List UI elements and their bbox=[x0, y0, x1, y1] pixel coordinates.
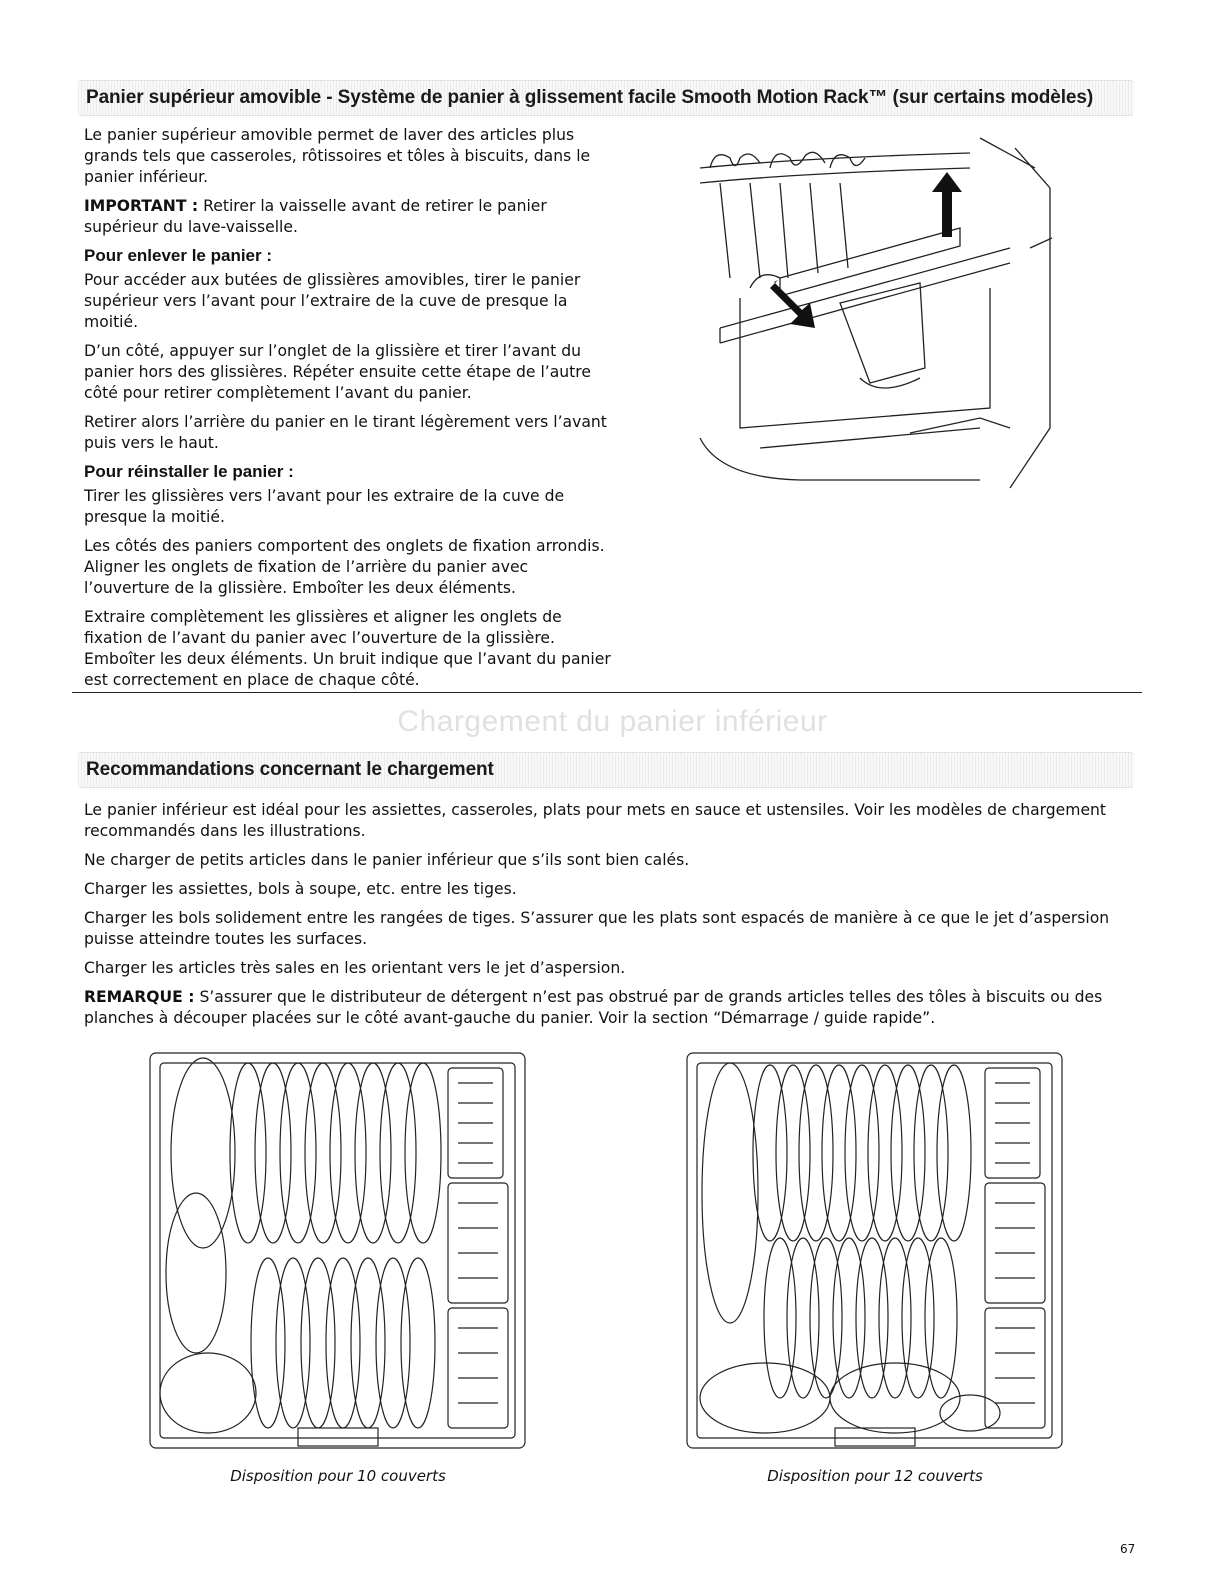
remove-step-1: Pour accéder aux butées de glissières amovibles, tirer le panier supérieur vers l’avant pour l’extraire de la cuve de presque la moitié. bbox=[84, 271, 581, 331]
rack-12-place-illustration bbox=[685, 1043, 1065, 1453]
loading-p3: Charger les assiettes, bols à soupe, etc. entre les tiges. bbox=[84, 880, 517, 898]
page-number: 67 bbox=[1120, 1542, 1136, 1556]
reinstall-step-1: Tirer les glissières vers l’avant pour les extraire de la cuve de presque la moitié. bbox=[84, 487, 565, 526]
loading-p5: Charger les articles très sales en les orientant vers le jet d’aspersion. bbox=[84, 959, 626, 977]
loading-p4: Charger les bols solidement entre les rangées de tiges. S’assurer que les plats sont espacés de manière à ce que le jet d’aspersion puisse atteindre toutes les surfaces. bbox=[84, 909, 1110, 948]
remove-heading: Pour enlever le panier : bbox=[84, 246, 273, 265]
remove-step-3: Retirer alors l’arrière du panier en le tirant légèrement vers l’avant puis vers le haut. bbox=[84, 413, 607, 452]
section-divider bbox=[72, 692, 1142, 693]
loading-p2: Ne charger de petits articles dans le panier inférieur que s’ils sont bien calés. bbox=[84, 851, 690, 869]
loading-note bbox=[84, 987, 1144, 1029]
removable-rack-instructions bbox=[84, 125, 614, 699]
caption-10-place: Disposition pour 10 couverts bbox=[230, 1467, 446, 1485]
note-text: S’assurer que le distributeur de détergent n’est pas obstrué par de grands articles telles des tôles à biscuits ou des planches à découper placées sur le côté avant-gauche du panier. Voir la section “Démarrage / guide rapide”. bbox=[84, 988, 1103, 1027]
caption-12-place: Disposition pour 12 couverts bbox=[767, 1467, 983, 1485]
important-label: IMPORTANT : bbox=[84, 197, 199, 215]
loading-p1: Le panier inférieur est idéal pour les assiettes, casseroles, plats pour mets en sauce et ustensiles. Voir les modèles de chargement recommandés dans les illustrations. bbox=[84, 801, 1107, 840]
section-heading-bar bbox=[78, 80, 1134, 116]
reinstall-step-2: Les côtés des paniers comportent des onglets de fixation arrondis. Aligner les onglets de fixation de l’arrière du panier avec l’ouverture de la glissière. Emboîter les deux éléments. bbox=[84, 537, 605, 597]
reinstall-heading: Pour réinstaller le panier : bbox=[84, 462, 294, 481]
loading-recommendations bbox=[84, 800, 1144, 1037]
important-note bbox=[84, 196, 614, 238]
loading-heading-bar bbox=[78, 752, 1134, 788]
reinstall-step-3: Extraire complètement les glissières et aligner les onglets de fixation de l’avant du panier avec l’ouverture de la glissière. Emboîter les deux éléments. Un bruit indique que l’avant du panier est correctement en place de chaque côté. bbox=[84, 608, 611, 689]
rack-10-place-illustration bbox=[148, 1043, 528, 1453]
chapter-title: Chargement du panier inférieur bbox=[397, 705, 828, 738]
rack-slide-illustration bbox=[680, 128, 1070, 508]
loading-heading: Recommandations concernant le chargement bbox=[86, 759, 494, 780]
section-heading: Panier supérieur amovible - Système de panier à glissement facile Smooth Motion Rack™ (sur certains modèles) bbox=[86, 87, 1094, 108]
remove-step-2: D’un côté, appuyer sur l’onglet de la glissière et tirer l’avant du panier hors des glissières. Répéter ensuite cette étape de l’autre côté pour retirer complètement l’avant du panier. bbox=[84, 342, 591, 402]
note-label: REMARQUE : bbox=[84, 988, 195, 1006]
important-text: Retirer la vaisselle avant de retirer le panier supérieur du lave-vaisselle. bbox=[84, 197, 547, 236]
intro-paragraph: Le panier supérieur amovible permet de laver des articles plus grands tels que casseroles, rôtissoires et tôles à biscuits, dans le panier inférieur. bbox=[84, 126, 591, 186]
